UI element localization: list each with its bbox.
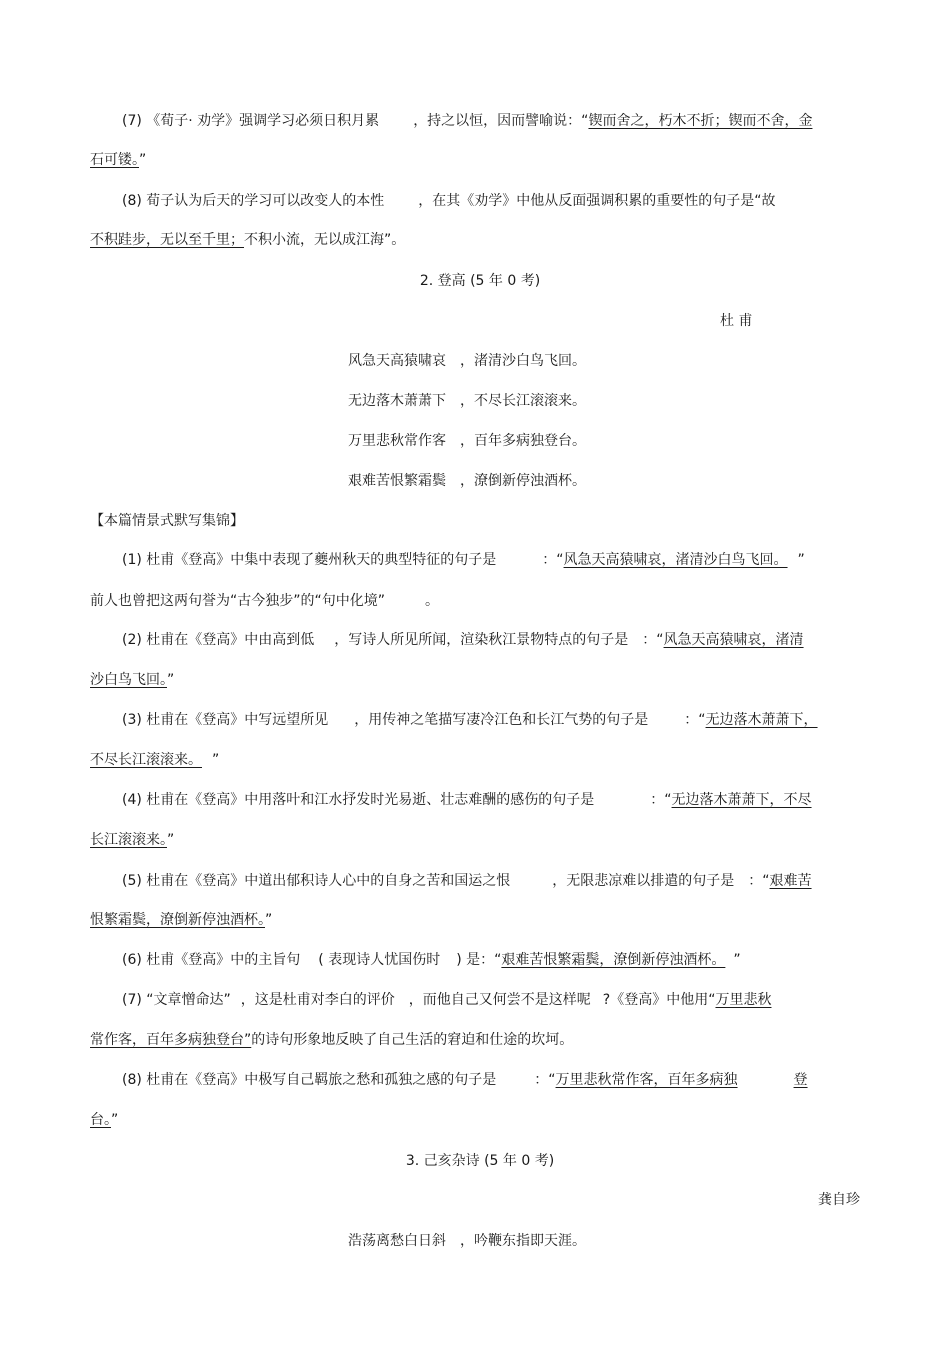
question-text: ：“ bbox=[642, 632, 664, 648]
poem-half: ，吟鞭东指即天涯。 bbox=[460, 1233, 586, 1249]
question-text: (6) 杜甫《登高》中的主旨句 bbox=[122, 952, 301, 968]
question-text: (4) 杜甫在《登高》中用落叶和江水抒发时光易逝、壮志难酬的感伤的句子是 bbox=[122, 792, 595, 808]
poem-title: 3. 己亥杂诗 (5 年 0 考) bbox=[405, 1153, 555, 1169]
q5-line1 bbox=[122, 871, 812, 891]
question-text: ，写诗人所见所闻，渲染秋江景物特点的句子是 bbox=[334, 632, 629, 648]
poem-line bbox=[348, 351, 586, 371]
answer-blank: 艰难苦 bbox=[769, 873, 812, 889]
q7-line2 bbox=[90, 1030, 573, 1050]
poem-half: ，不尽长江滚滚来。 bbox=[460, 393, 586, 409]
question-text: (7) “文章憎命达” bbox=[122, 992, 231, 1008]
question-text: 不积小流，无以成江海”。 bbox=[244, 232, 406, 248]
answer-blank: 风急天高猿啸哀，渚清沙白鸟飞回。 bbox=[563, 552, 788, 568]
xunzi-q7-line2 bbox=[90, 150, 146, 170]
poem-line bbox=[348, 1231, 586, 1251]
answer-blank: 万里悲秋 bbox=[715, 992, 772, 1008]
question-text: 的诗句形象地反映了自己生活的窘迫和仕途的坎坷。 bbox=[251, 1032, 574, 1048]
poem-title: 2. 登高 (5 年 0 考) bbox=[419, 273, 541, 289]
answer-blank: 恨繁霜鬓，潦倒新停浊酒杯。 bbox=[90, 912, 265, 928]
poem-author: 龚自珍 bbox=[818, 1192, 860, 1208]
question-text: ，而他自己又何尝不是这样呢 bbox=[408, 992, 591, 1008]
answer-blank: 不积跬步，无以至千里； bbox=[90, 232, 244, 248]
answer-blank bbox=[556, 1072, 808, 1088]
answer-blank: 长江滚滚来。 bbox=[90, 832, 167, 848]
question-text: ?《登高》中他用“ bbox=[602, 992, 716, 1008]
poem-half: 风急天高猿啸哀 bbox=[348, 353, 446, 369]
q4-line2 bbox=[90, 830, 174, 850]
q1-line1 bbox=[122, 550, 805, 570]
q8-line2 bbox=[90, 1110, 118, 1130]
answer-blank: 常作客，百年多病独登台” bbox=[90, 1032, 252, 1048]
question-text: (8) 荀子认为后天的学习可以改变人的本性 bbox=[122, 193, 385, 209]
answer-blank: 石可镂。 bbox=[90, 152, 139, 168]
poem-half: 浩荡离愁白日斜 bbox=[348, 1233, 446, 1249]
question-text: (5) 杜甫在《登高》中道出郁积诗人心中的自身之苦和国运之恨 bbox=[122, 873, 511, 889]
answer-blank: 不尽长江滚滚来。 bbox=[90, 752, 202, 768]
question-text: (3) 杜甫在《登高》中写远望所见 bbox=[122, 712, 329, 728]
question-text: ：“ bbox=[748, 873, 770, 889]
q6-line1 bbox=[122, 950, 741, 970]
question-text: ” bbox=[212, 752, 220, 768]
poem-half: 万里悲秋常作客 bbox=[348, 433, 446, 449]
poem-line bbox=[348, 471, 586, 491]
question-text: ，无限悲凉难以排遣的句子是 bbox=[552, 873, 735, 889]
question-text: ” bbox=[167, 672, 175, 688]
question-text: ：“ bbox=[684, 712, 706, 728]
answer-text: 万里悲秋常作客，百年多病独 bbox=[555, 1072, 738, 1088]
question-text: (7) 《荀子· 劝学》强调学习必须日积月累 bbox=[122, 113, 380, 129]
section-heading: 【本篇情景式默写集锦】 bbox=[90, 513, 244, 529]
xunzi-q7-line1 bbox=[122, 111, 812, 131]
q5-line2 bbox=[90, 910, 272, 930]
q3-line2 bbox=[90, 750, 219, 770]
question-text: ” bbox=[797, 552, 805, 568]
answer-blank: 沙白鸟飞回。 bbox=[90, 672, 167, 688]
answer-blank: 艰难苦恨繁霜鬓，潦倒新停浊酒杯。 bbox=[501, 952, 726, 968]
q2-line2 bbox=[90, 670, 174, 690]
answer-blank: 无边落木萧萧下， bbox=[705, 712, 818, 728]
answer-blank: 台。 bbox=[90, 1112, 111, 1128]
poem-half: ，渚清沙白鸟飞回。 bbox=[460, 353, 586, 369]
poem-line bbox=[348, 391, 586, 411]
q1-line2 bbox=[90, 591, 439, 611]
question-text: ” bbox=[265, 912, 273, 928]
poem-half: ，百年多病独登台。 bbox=[460, 433, 586, 449]
question-text: ，这是杜甫对李白的评价 bbox=[240, 992, 395, 1008]
question-text: ，用传神之笔描写凄冷江色和长江气势的句子是 bbox=[354, 712, 649, 728]
question-text: (8) 杜甫在《登高》中极写自己羁旅之愁和孤独之感的句子是 bbox=[122, 1072, 497, 1088]
q8-line1 bbox=[122, 1070, 808, 1090]
answer-blank bbox=[820, 193, 836, 209]
q2-line1 bbox=[122, 630, 804, 650]
poem-half: 无边落木萧萧下 bbox=[348, 393, 446, 409]
q4-line1 bbox=[122, 790, 812, 810]
question-text: ：“ bbox=[650, 792, 672, 808]
question-text: ” bbox=[167, 832, 175, 848]
question-text: (1) 杜甫《登高》中集中表现了夔州秋天的典型特征的句子是 bbox=[122, 552, 497, 568]
question-text: ：“ bbox=[542, 552, 564, 568]
question-text: ：“ bbox=[534, 1072, 556, 1088]
poem-line bbox=[348, 431, 586, 451]
question-text: 。 bbox=[425, 593, 440, 609]
poem-half: 艰难苦恨繁霜鬓 bbox=[348, 473, 446, 489]
answer-text: 登 bbox=[793, 1072, 808, 1088]
q3-line1 bbox=[122, 710, 818, 730]
question-text: (2) 杜甫在《登高》中由高到低 bbox=[122, 632, 315, 648]
answer-blank: 无边落木萧萧下，不尽 bbox=[671, 792, 812, 808]
question-text: ” bbox=[111, 1112, 119, 1128]
question-text: ” bbox=[139, 152, 147, 168]
q7-line1 bbox=[122, 990, 771, 1010]
question-text: ( 表现诗人忧国伤时 bbox=[318, 952, 441, 968]
question-text: ) 是：“ bbox=[456, 952, 502, 968]
question-text: ，在其《劝学》中他从反面强调积累的重要性的句子是“故 bbox=[418, 193, 776, 209]
poem-half: ，潦倒新停浊酒杯。 bbox=[460, 473, 586, 489]
poem-author: 杜 甫 bbox=[720, 313, 753, 329]
question-text: 前人也曾把这两句誉为“古今独步”的“句中化境” bbox=[90, 593, 386, 609]
question-text: ，持之以恒，因而譬喻说：“ bbox=[413, 113, 589, 129]
xunzi-q8-line1 bbox=[122, 191, 836, 211]
answer-blank: 风急天高猿啸哀，渚清 bbox=[663, 632, 804, 648]
question-text: ” bbox=[733, 952, 741, 968]
answer-blank: 锲而舍之，朽木不折；锲而不舍，金 bbox=[588, 113, 813, 129]
xunzi-q8-line2 bbox=[90, 230, 405, 250]
